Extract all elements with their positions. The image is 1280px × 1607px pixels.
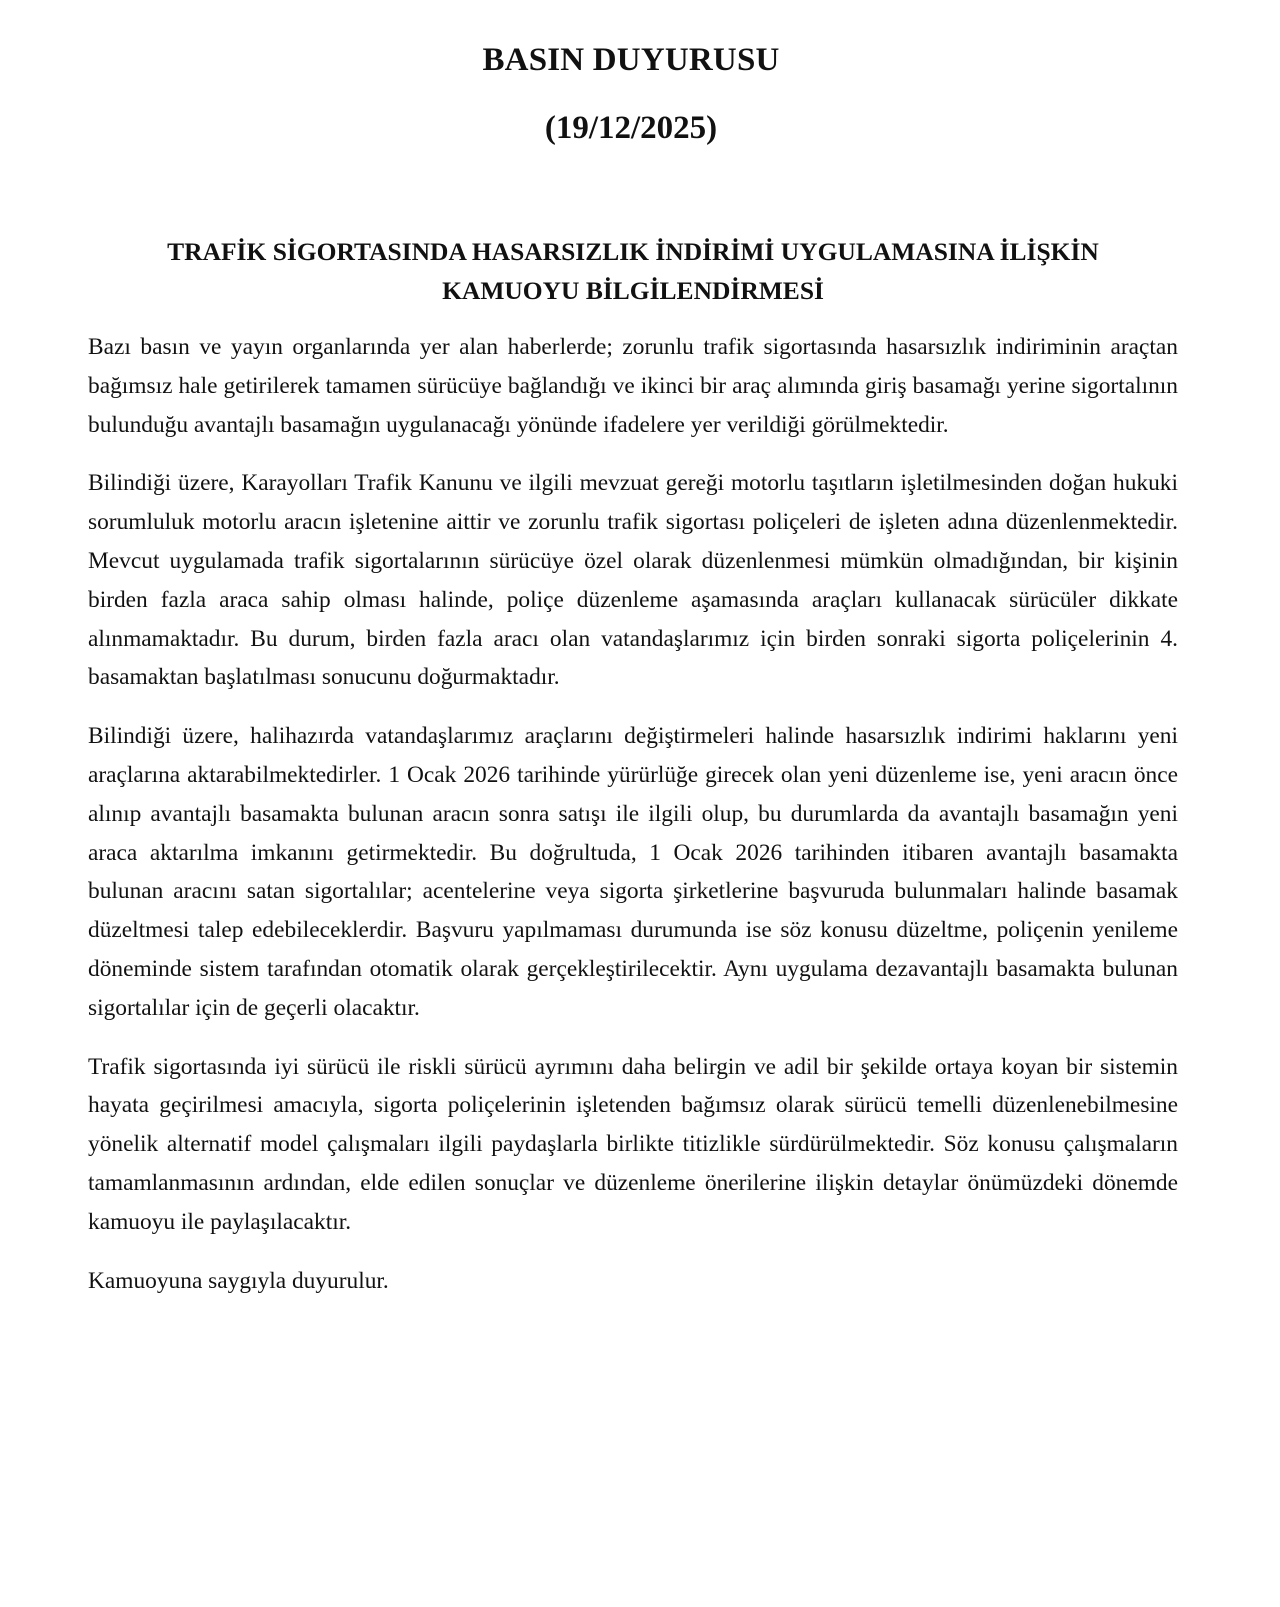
document-date: (19/12/2025) xyxy=(544,110,718,146)
document-subtitle xyxy=(88,232,1178,310)
closing-statement: Kamuoyuna saygıyla duyurulur. xyxy=(88,1267,389,1294)
subtitle-line-2: KAMUOYU BİLGİLENDİRMESİ xyxy=(442,276,824,305)
paragraph-media-reports: Bazı basın ve yayın organlarında yer alan haberlerde; zorunlu trafik sigortasında hasarsızlık indiriminin araçtan bağımsız hale getirilerek tamamen sürücüye bağlandığı ve ikinci bir araç alımında giriş basamağı yerine sigortalının bulunduğu avantajlı basamağın uygulanacağı yönünde ifadelere yer verildiği görülmektedir. xyxy=(88,334,1178,438)
paragraph-future-model: Trafik sigortasında iyi sürücü ile riskli sürücü ayrımını daha belirgin ve adil bir şekilde ortaya koyan bir sistemin hayata geçirilmesi amacıyla, sigorta poliçelerinin işletenden bağımsız olarak sürücü temelli düzenlenebilmesine yönelik alternatif model çalışmaları ilgili paydaşlarla birlikte titizlikle sürdürülmektedir. Söz konusu çalışmaların tamamlanmasının ardından, elde edilen sonuçlar ve düzenleme önerilerine ilişkin detaylar önümüzdeki dönemde kamuoyu ile paylaşılacaktır. xyxy=(88,1053,1178,1235)
document-body xyxy=(88,328,1178,1300)
paragraph-legal-background: Bilindiği üzere, Karayolları Trafik Kanunu ve ilgili mevzuat gereği motorlu taşıtların işletilmesinden doğan hukuki sorumluluk motorlu aracın işletenine aittir ve zorunlu trafik sigortası poliçeleri de işleten adına düzenlenmektedir. Mevcut uygulamada trafik sigortalarının sürücüye özel olarak düzenlenmesi mümkün olmadığından, bir kişinin birden fazla araca sahip olması halinde, poliçe düzenleme aşamasında araçları kullanacak sürücüler dikkate alınmamaktadır. Bu durum, birden fazla aracı olan vatandaşlarımız için birden sonraki sigorta poliçelerinin 4. basamaktan başlatılması sonucunu doğurmaktadır. xyxy=(88,470,1178,691)
paragraph-new-regulation: Bilindiği üzere, halihazırda vatandaşlarımız araçlarını değiştirmeleri halinde hasarsızlık indirimi haklarını yeni araçlarına aktarabilmektedirler. 1 Ocak 2026 tarihinde yürürlüğe girecek olan yeni düzenleme ise, yeni aracın önce alınıp avantajlı basamakta bulunan aracın sonra satışı ile ilgili olup, bu durumlarda da avantajlı basamağın yeni araca aktarılma imkanını getirmektedir. Bu doğrultuda, 1 Ocak 2026 tarihinden itibaren avantajlı basamakta bulunan aracını satan sigortalılar; acentelerine veya sigorta şirketlerine başvuruda bulunmaları halinde basamak düzeltmesi talep edebileceklerdir. Başvuru yapılmaması durumunda ise söz konusu düzeltme, poliçenin yenileme döneminde sistem tarafından otomatik olarak gerçekleştirilecektir. Aynı uygulama dezavantajlı basamakta bulunan sigortalılar için de geçerli olacaktır. xyxy=(88,723,1178,1021)
subtitle-line-1: TRAFİK SİGORTASINDA HASARSIZLIK İNDİRİMİ UYGULAMASINA İLİŞKİN xyxy=(167,237,1099,266)
document-title: BASIN DUYURUSU xyxy=(482,42,780,78)
